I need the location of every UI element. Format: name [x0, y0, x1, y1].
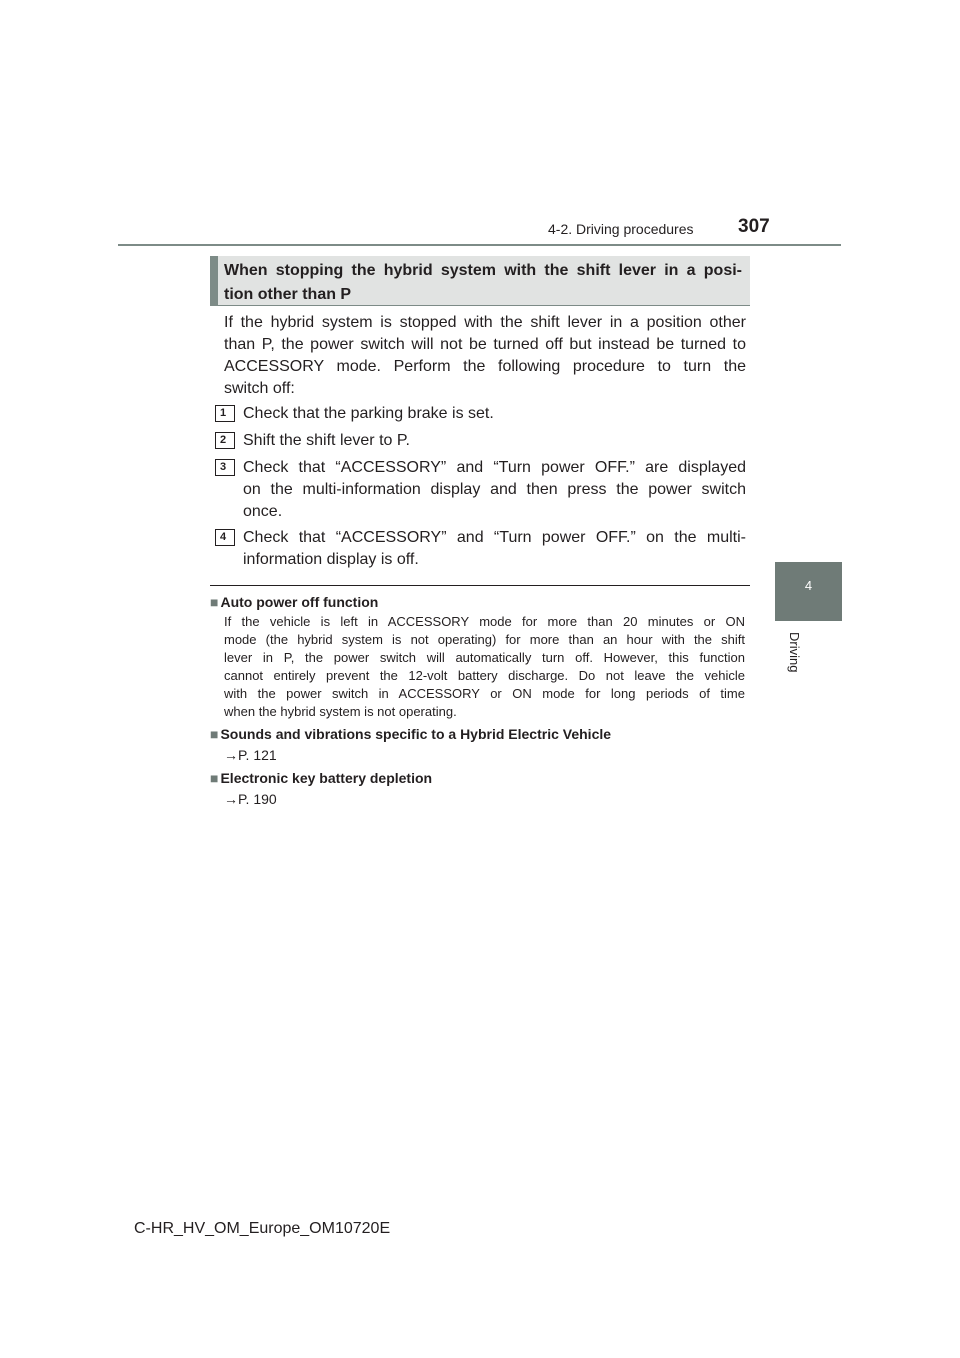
section-title: 4-2. Driving procedures [548, 221, 694, 237]
intro-line: If the hybrid system is stopped with the shift lever in a position other [224, 314, 746, 331]
chapter-label-text: Driving [787, 632, 802, 673]
step-line: information display is off. [243, 551, 419, 568]
note-body [224, 613, 745, 721]
intro-line: than P, the power switch will not be turned off but instead be turned to [224, 336, 746, 353]
step-number-badge: 2 [215, 432, 235, 449]
note-line: cannot entirely prevent the 12-volt battery discharge. Do not leave the vehicle [224, 668, 745, 683]
intro-line: ACCESSORY mode. Perform the following procedure to turn the [224, 358, 746, 375]
step-item [215, 457, 746, 523]
step-line: Check that “ACCESSORY” and “Turn power OFF.” on the multi- [243, 529, 746, 546]
note-line: mode (the hybrid system is not operating) for more than an hour with the shift [224, 632, 745, 647]
step-item [215, 527, 746, 571]
section-heading [210, 256, 750, 306]
step-number-badge: 3 [215, 459, 235, 476]
note-line: when the hybrid system is not operating. [224, 704, 457, 719]
step-number-badge: 1 [215, 405, 235, 422]
note-heading [210, 726, 611, 742]
intro-paragraph [224, 312, 746, 400]
step-line: Check that the parking brake is set. [243, 405, 494, 422]
note-title: Electronic key battery depletion [220, 770, 433, 786]
note-line: with the power switch in ACCESSORY or ON mode for long periods of time [224, 686, 745, 701]
chapter-number: 4 [804, 578, 813, 593]
square-bullet-icon: ■ [210, 726, 219, 742]
step-line: Check that “ACCESSORY” and “Turn power OFF.” are displayed [243, 459, 746, 476]
step-line: once. [243, 503, 283, 520]
note-line: lever in P, the power switch will automatically turn off. However, this function [224, 650, 745, 665]
note-title: Sounds and vibrations specific to a Hybrid Electric Vehicle [220, 726, 612, 742]
note-title: Auto power off function [220, 594, 379, 610]
chapter-tab[interactable] [775, 562, 842, 621]
page-reference-link[interactable]: →P. 190 [224, 791, 277, 807]
note-heading [210, 594, 378, 610]
step-line: on the multi-information display and then press the power switch [243, 481, 746, 498]
page-number: 307 [738, 216, 770, 237]
intro-line: switch off: [224, 380, 295, 397]
heading-line: tion other than P [224, 286, 352, 303]
document-code: C-HR_HV_OM_Europe_OM10720E [134, 1220, 391, 1237]
step-item [215, 403, 746, 425]
step-number-badge: 4 [215, 529, 235, 546]
heading-line: When stopping the hybrid system with the shift lever in a posi- [224, 262, 742, 279]
square-bullet-icon: ■ [210, 594, 219, 610]
note-heading [210, 770, 432, 786]
chapter-label [786, 632, 806, 692]
note-line: If the vehicle is left in ACCESSORY mode for more than 20 minutes or ON [224, 614, 745, 629]
section-divider [210, 585, 750, 586]
header-rule [118, 244, 841, 246]
step-line: Shift the shift lever to P. [243, 432, 410, 449]
step-item [215, 430, 746, 452]
square-bullet-icon: ■ [210, 770, 219, 786]
page-reference-link[interactable]: →P. 121 [224, 747, 277, 763]
